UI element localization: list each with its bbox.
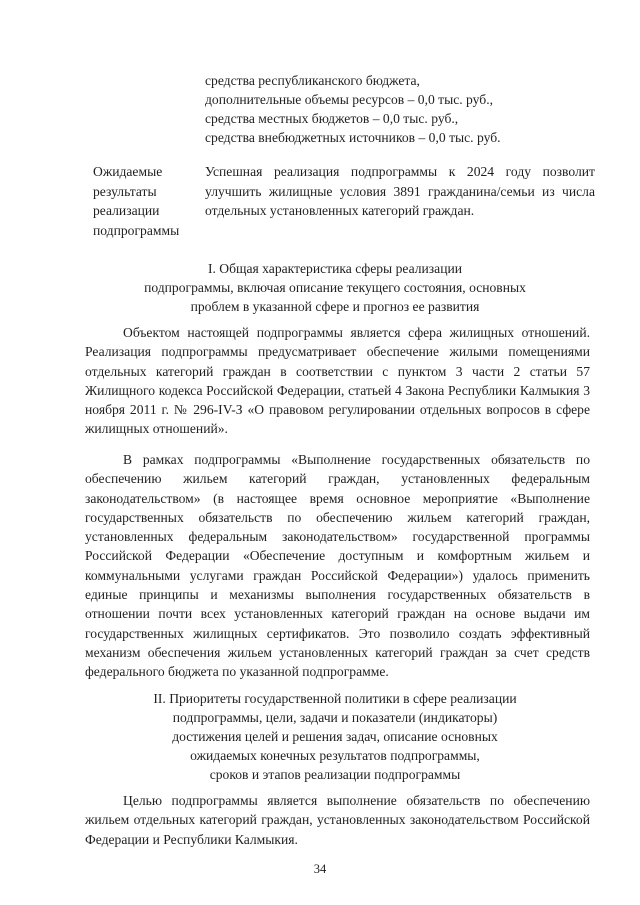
funding-line: дополнительные объемы ресурсов – 0,0 тыс. руб., [205,92,494,107]
heading-line: проблем в указанной сфере и прогноз ее развития [190,299,480,314]
results-label-line: Ожидаемые [93,164,163,179]
heading-line: ожидаемых конечных результатов подпрограммы, [190,748,480,763]
heading-line: II. Приоритеты государственной политики в сфере реализации [153,691,517,706]
heading-line: I. Общая характеристика сферы реализации [207,261,463,276]
heading-line: достижения целей и решения задач, описание основных [172,729,498,744]
funding-line: средства внебюджетных источников – 0,0 тыс. руб. [205,130,501,145]
results-label-line: подпрограммы [93,222,180,238]
section-2-paragraph: Целью подпрограммы является выполнение обязательств по обеспечению жильем отдельных категорий граждан, установленных законодательством Российской Федерации и Республики Калмыкия. [85,793,590,847]
results-text: Успешная реализация подпрограммы к 2024 году позволит улучшить жилищные условия 3891 гражданина/семьи из числа отдельных установленных категорий граждан. [205,164,595,218]
heading-line: сроков и этапов реализации подпрограммы [209,767,461,782]
funding-line: средства республиканского бюджета, [205,73,420,88]
heading-line: подпрограммы, включая описание текущего состояния, основных [144,280,526,295]
results-label [93,162,203,240]
section-2-heading [80,689,590,784]
heading-line: подпрограммы, цели, задачи и показатели (индикаторы) [172,710,498,725]
section-1-heading [80,259,590,316]
section-1-paragraph-2: В рамках подпрограммы «Выполнение государственных обязательств по обеспечению жильем категорий граждан, установленных федеральным законодательством» (в настоящее время основное мероприятие «Выполнение государственных обязательств по обеспечению жильем категорий граждан, установленных федеральным законодательством» государственной программы Российской Федерации «Обеспечение доступным и комфортным жильем и коммунальными услугами граждан Российской Федерации») удалось применить единые принципы и механизмы выполнения государственных обязательств в отношении почти всех установленных категорий граждан на основе выдачи им государственных жилищных сертификатов. Это позволило создать эффективный механизм обеспечения жильем установленных категорий граждан за счет средств федерального бюджета по указанной подпрограмме. [85,452,590,680]
page-number: 34 [313,862,327,876]
funding-sources [205,71,605,147]
section-1-paragraph-1: Объектом настоящей подпрограммы является сфера жилищных отношений. Реализация подпрограммы предусматривает обеспечение жилыми помещениями отдельных категорий граждан в соответствии с пунктом 3 части 2 статьи 57 Жилищного кодекса Российской Федерации, статьей 4 Закона Республики Калмыкия 3 ноября 2011 г. № 296-IV-З «О правовом регулировании отдельных вопросов в сфере жилищных отношений». [85,325,590,437]
funding-line: средства местных бюджетов – 0,0 тыс. руб., [205,111,459,126]
results-label-line: реализации [93,203,160,218]
results-label-line: результаты [93,183,157,199]
